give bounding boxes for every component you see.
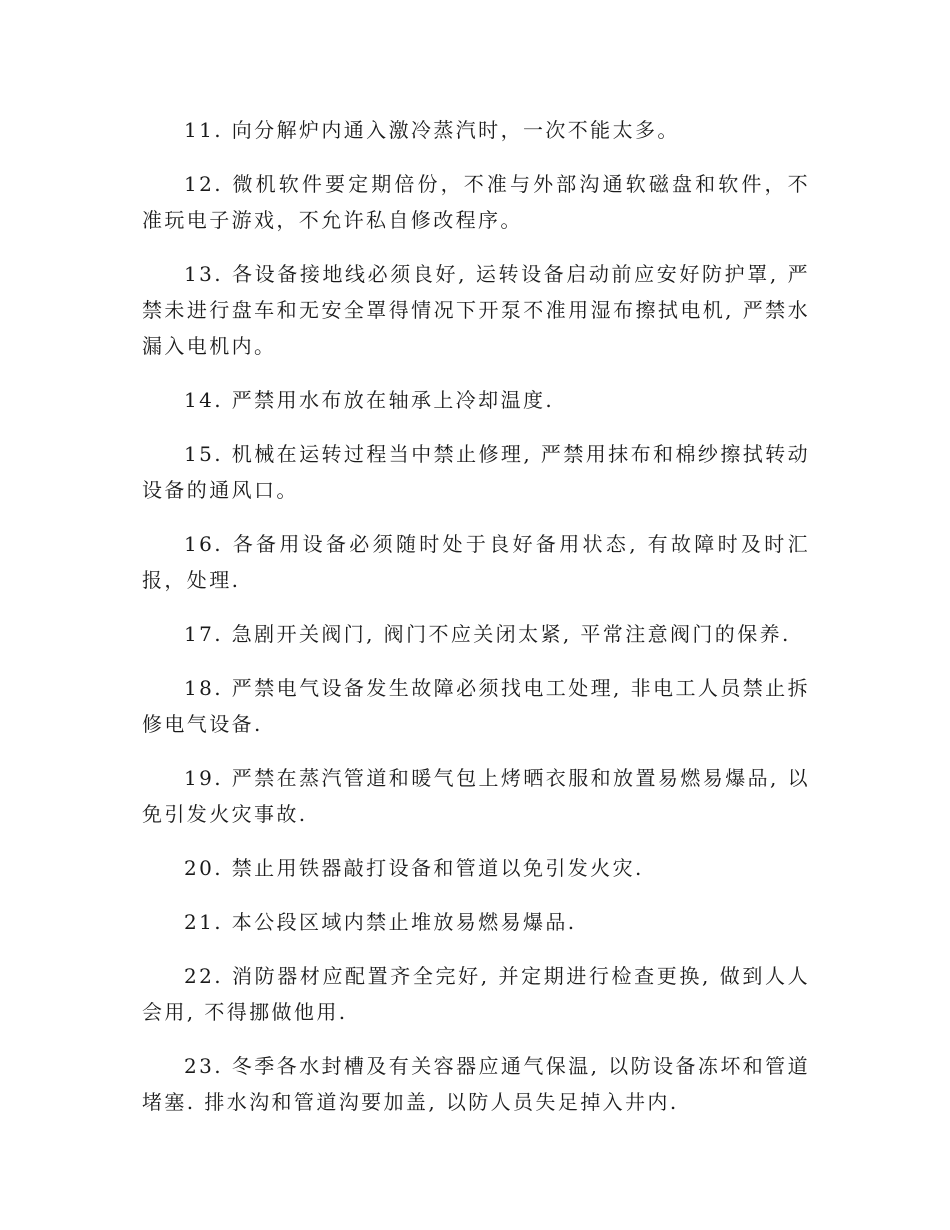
- paragraph-item-20: 20. 禁止用铁器敲打设备和管道以免引发火灾.: [184, 856, 644, 880]
- paragraph-item-22: 22. 消防器材应配置齐全完好, 并定期进行检查更换, 做到人人会用, 不得挪做他用.: [142, 964, 810, 1024]
- paragraph-item-17: 17. 急剧开关阀门, 阀门不应关闭太紧, 平常注意阀门的保养.: [184, 622, 791, 646]
- paragraph-item-23: 23. 冬季各水封槽及有关容器应通气保温, 以防设备冻坏和管道堵塞. 排水沟和管道沟要加盖, 以防人员失足掉入井内.: [142, 1054, 810, 1114]
- paragraph-item-19: 19. 严禁在蒸汽管道和暖气包上烤晒衣服和放置易燃易爆品, 以免引发火灾事故.: [142, 766, 810, 826]
- document-body: [142, 112, 810, 1138]
- paragraph-item-18: 18. 严禁电气设备发生故障必须找电工处理, 非电工人员禁止拆修电气设备.: [142, 676, 810, 736]
- paragraph-item-13: 13. 各设备接地线必须良好, 运转设备启动前应安好防护罩, 严禁未进行盘车和无安全罩得情况下开泵不准用湿布擦拭电机, 严禁水漏入电机内。: [142, 262, 810, 358]
- paragraph-item-14: 14. 严禁用水布放在轴承上冷却温度.: [184, 388, 555, 412]
- paragraph-item-21: 21. 本公段区域内禁止堆放易燃易爆品.: [184, 910, 577, 934]
- paragraph-item-16: 16. 各备用设备必须随时处于良好备用状态, 有故障时及时汇报，处理.: [142, 532, 810, 592]
- paragraph-item-11: 11. 向分解炉内通入激冷蒸汽时，一次不能太多。: [184, 118, 680, 142]
- paragraph-item-12: 12. 微机软件要定期倍份，不准与外部沟通软磁盘和软件，不准玩电子游戏，不允许私自修改程序。: [142, 172, 810, 232]
- paragraph-item-15: 15. 机械在运转过程当中禁止修理, 严禁用抹布和棉纱擦拭转动设备的通风口。: [142, 442, 810, 502]
